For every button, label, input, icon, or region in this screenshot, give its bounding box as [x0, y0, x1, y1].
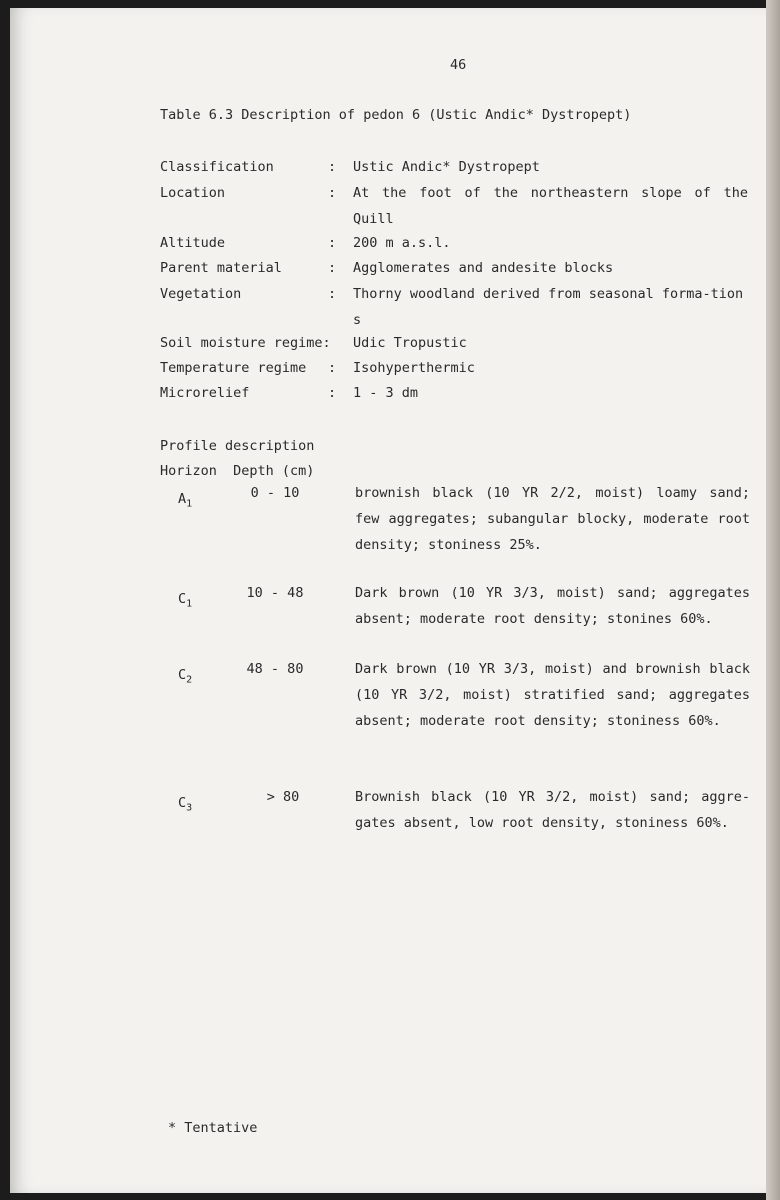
field-colon: :: [328, 385, 337, 401]
horizon-depth: 48 - 80: [246, 661, 304, 677]
footnote: * Tentative: [168, 1120, 258, 1136]
field-value-temperature: Isohyperthermic: [353, 360, 475, 376]
horizon-code: $C_3$: [178, 795, 193, 814]
column-heading: Horizon Depth (cm): [160, 463, 315, 479]
field-value-parent-material: Agglomerates and andesite blocks: [353, 260, 614, 276]
horizon-depth: > 80: [266, 789, 300, 805]
field-colon: :: [328, 260, 337, 276]
profile-heading: Profile description: [160, 438, 315, 454]
field-value-soil-moisture: Udic Tropustic: [353, 335, 467, 351]
field-colon: :: [328, 159, 337, 175]
field-value-vegetation: Thorny woodland derived from seasonal forma-tions: [353, 286, 744, 328]
page-number: 46: [450, 57, 467, 73]
document-page: [10, 8, 768, 1193]
field-label-parent-material: Parent material: [160, 260, 282, 276]
field-colon: :: [328, 360, 337, 376]
horizon-description: Dark brown (10 YR 3/3, moist) sand; aggregates absent; moderate root density; stonines 60%.: [355, 585, 750, 627]
field-value-microrelief: 1 - 3 dm: [353, 385, 419, 401]
field-value-classification: Ustic Andic* Dystropept: [353, 159, 540, 175]
field-label-temperature: Temperature regime: [160, 360, 307, 376]
horizon-depth: 10 - 48: [246, 585, 304, 601]
horizon-description: Brownish black (10 YR 3/2, moist) sand; aggre-gates absent, low root density, stoniness 60%.: [355, 789, 750, 831]
field-label-altitude: Altitude: [160, 235, 226, 251]
field-colon: :: [328, 286, 337, 302]
field-value-altitude: 200 m a.s.l.: [353, 235, 451, 251]
field-label-classification: Classification: [160, 159, 274, 175]
field-colon: :: [328, 185, 337, 201]
field-label-location: Location: [160, 185, 226, 201]
horizon-code: $C_2$: [178, 667, 193, 686]
field-colon: :: [328, 235, 337, 251]
page-edge: [766, 0, 780, 1200]
horizon-code: $C_1$: [178, 591, 193, 610]
field-label-vegetation: Vegetation: [160, 286, 242, 302]
field-label-microrelief: Microrelief: [160, 385, 250, 401]
field-label-soil-moisture: Soil moisture regime:: [160, 335, 331, 351]
horizon-description: Dark brown (10 YR 3/3, moist) and brownish black (10 YR 3/2, moist) stratified sand; aggregates absent; moderate root density; stoniness 60%.: [355, 661, 750, 729]
table-title: Table 6.3 Description of pedon 6 (Ustic Andic* Dystropept): [160, 107, 632, 123]
horizon-depth: 0 - 10: [250, 485, 300, 501]
horizon-description: brownish black (10 YR 2/2, moist) loamy sand; few aggregates; subangular blocky, moderate root density; stoniness 25%.: [355, 485, 750, 553]
horizon-code: $A_1$: [178, 491, 193, 510]
field-value-location: At the foot of the northeastern slope of the Quill: [353, 185, 748, 227]
